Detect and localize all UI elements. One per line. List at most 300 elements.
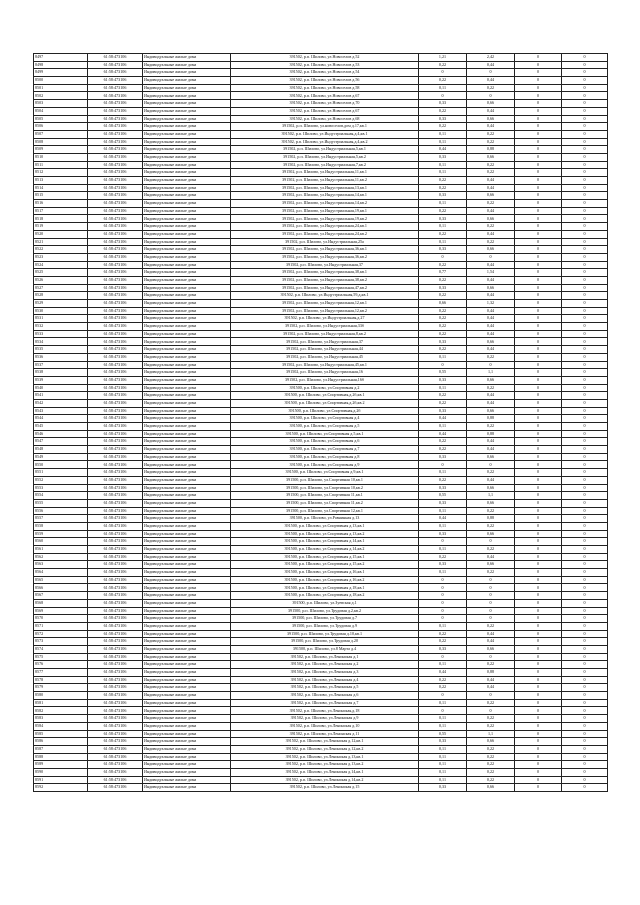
table-row <box>34 715 608 723</box>
table-row <box>34 676 608 684</box>
value-2-cell: 0 <box>467 707 515 715</box>
value-4-cell: 0 <box>562 246 608 254</box>
value-1-cell: 0,22 <box>419 61 467 69</box>
value-4-cell: 0 <box>562 669 608 677</box>
value-1-cell: 0,11 <box>419 776 467 784</box>
row-number-cell: 8585 <box>34 730 88 738</box>
row-number-cell: 8556 <box>34 507 88 515</box>
value-3-cell: 0 <box>515 607 562 615</box>
category-cell: Индивидуальные жилые дома <box>143 538 231 546</box>
value-1-cell: 0,22 <box>419 346 467 354</box>
table-row <box>34 323 608 331</box>
category-cell: Индивидуальные жилые дома <box>143 553 231 561</box>
value-3-cell: 0 <box>515 684 562 692</box>
address-cell: 391500, р.п. Шилово, ул.Спортивная,д.2б <box>231 407 419 415</box>
value-4-cell: 0 <box>562 300 608 308</box>
value-1-cell: 0 <box>419 592 467 600</box>
value-1-cell: 0 <box>419 253 467 261</box>
category-cell: Индивидуальные жилые дома <box>143 84 231 92</box>
value-4-cell: 0 <box>562 192 608 200</box>
table-row <box>34 692 608 700</box>
address-cell: 391500, р.п. Шилово, ул.Спортивная 10,кв.2 <box>231 484 419 492</box>
category-cell: Индивидуальные жилые дома <box>143 645 231 653</box>
cadastral-cell: 61:58:473106 <box>88 507 143 515</box>
row-number-cell: 8572 <box>34 630 88 638</box>
table-row <box>34 84 608 92</box>
value-2-cell: 0,44 <box>467 446 515 454</box>
value-3-cell: 0 <box>515 630 562 638</box>
table-row <box>34 177 608 185</box>
row-number-cell: 8502 <box>34 92 88 100</box>
value-1-cell: 0,11 <box>419 169 467 177</box>
value-3-cell: 0 <box>515 492 562 500</box>
value-1-cell: 0,11 <box>419 138 467 146</box>
value-2-cell: 2,42 <box>467 54 515 62</box>
value-4-cell: 0 <box>562 407 608 415</box>
value-4-cell: 0 <box>562 738 608 746</box>
address-cell: 391502, р.п. Шилово, ул.Ленинская д.13,кв.1 <box>231 753 419 761</box>
table-row <box>34 438 608 446</box>
cadastral-cell: 61:58:473106 <box>88 784 143 792</box>
category-cell: Индивидуальные жилые дома <box>143 592 231 600</box>
row-number-cell: 8565 <box>34 576 88 584</box>
value-3-cell: 0 <box>515 699 562 707</box>
row-number-cell: 8544 <box>34 415 88 423</box>
category-cell: Индивидуальные жилые дома <box>143 499 231 507</box>
table-row <box>34 246 608 254</box>
value-1-cell: 0,33 <box>419 499 467 507</box>
table-row <box>34 376 608 384</box>
cadastral-cell: 61:58:473106 <box>88 230 143 238</box>
table-row <box>34 146 608 154</box>
value-1-cell: 0,44 <box>419 430 467 438</box>
value-2-cell: 0,22 <box>467 661 515 669</box>
value-2-cell: 0,88 <box>467 415 515 423</box>
category-cell: Индивидуальные жилые дома <box>143 653 231 661</box>
address-cell: 391500, р.п. Шилово, ул.Спортивная 10,кв.1 <box>231 476 419 484</box>
value-2-cell: 0,44 <box>467 399 515 407</box>
cadastral-cell: 61:58:473106 <box>88 92 143 100</box>
cadastral-cell: 61:58:473106 <box>88 592 143 600</box>
category-cell: Индивидуальные жилые дома <box>143 730 231 738</box>
address-cell: 391502, р.п. Шилово, ул.Индустриальная,24,кв.2 <box>231 230 419 238</box>
value-1-cell: 0,22 <box>419 292 467 300</box>
category-cell: Индивидуальные жилые дома <box>143 423 231 431</box>
row-number-cell: 8525 <box>34 269 88 277</box>
row-number-cell: 8504 <box>34 107 88 115</box>
value-1-cell: 0 <box>419 92 467 100</box>
value-4-cell: 0 <box>562 661 608 669</box>
table-row <box>34 522 608 530</box>
cadastral-cell: 61:58:473106 <box>88 707 143 715</box>
address-cell: 391502, р.п. Шилово, ул.Индустриальная,37 <box>231 261 419 269</box>
cadastral-cell: 61:58:473106 <box>88 246 143 254</box>
value-1-cell: 0 <box>419 576 467 584</box>
value-2-cell: 0,22 <box>467 699 515 707</box>
category-cell: Индивидуальные жилые дома <box>143 230 231 238</box>
address-cell: 391500, р.п. Шилово, ул.Спортивная д.16,кв.1 <box>231 569 419 577</box>
cadastral-cell: 61:58:473106 <box>88 238 143 246</box>
value-1-cell: 0,11 <box>419 753 467 761</box>
address-cell: 391500, р.п. Шилово, ул.Спортивная д.2 <box>231 384 419 392</box>
value-3-cell: 0 <box>515 323 562 331</box>
row-number-cell: 8575 <box>34 653 88 661</box>
address-cell: 391502, р.п. Шилово, ул.Новоселов д.53 <box>231 61 419 69</box>
value-3-cell: 0 <box>515 307 562 315</box>
value-1-cell: 0,55 <box>419 492 467 500</box>
address-cell: 391500, р.п. Шилово, ул.Спортивная д.6 <box>231 438 419 446</box>
value-3-cell: 0 <box>515 592 562 600</box>
value-3-cell: 0 <box>515 253 562 261</box>
cadastral-cell: 61:58:473106 <box>88 768 143 776</box>
category-cell: Индивидуальные жилые дома <box>143 338 231 346</box>
value-4-cell: 0 <box>562 392 608 400</box>
value-4-cell: 0 <box>562 284 608 292</box>
row-number-cell: 8589 <box>34 761 88 769</box>
category-cell: Индивидуальные жилые дома <box>143 569 231 577</box>
value-2-cell: 0,22 <box>467 384 515 392</box>
row-number-cell: 8530 <box>34 307 88 315</box>
category-cell: Индивидуальные жилые дома <box>143 115 231 123</box>
cadastral-cell: 61:58:473106 <box>88 715 143 723</box>
cadastral-cell: 61:58:473106 <box>88 745 143 753</box>
value-3-cell: 0 <box>515 715 562 723</box>
table-row <box>34 553 608 561</box>
value-1-cell: 0 <box>419 461 467 469</box>
value-3-cell: 0 <box>515 722 562 730</box>
row-number-cell: 8538 <box>34 369 88 377</box>
value-2-cell: 0,22 <box>467 507 515 515</box>
row-number-cell: 8512 <box>34 169 88 177</box>
value-1-cell: 0,11 <box>419 223 467 231</box>
address-cell: 391502, р.п. Шилово, ул.Ленинская д.15 <box>231 784 419 792</box>
row-number-cell: 8543 <box>34 407 88 415</box>
row-number-cell: 8555 <box>34 499 88 507</box>
address-cell: 391500, р.п. Шилово, ул.Спортивная д.18,кв.1 <box>231 584 419 592</box>
table-row <box>34 123 608 131</box>
row-number-cell: 8516 <box>34 200 88 208</box>
value-3-cell: 0 <box>515 615 562 623</box>
value-2-cell: 0,44 <box>467 207 515 215</box>
value-2-cell: 0 <box>467 361 515 369</box>
value-2-cell: 0,22 <box>467 715 515 723</box>
table-row <box>34 684 608 692</box>
value-1-cell: 0,22 <box>419 177 467 185</box>
table-row <box>34 138 608 146</box>
table-row <box>34 300 608 308</box>
value-1-cell: 0,11 <box>419 423 467 431</box>
row-number-cell: 8526 <box>34 276 88 284</box>
value-3-cell: 0 <box>515 338 562 346</box>
value-4-cell: 0 <box>562 438 608 446</box>
value-4-cell: 0 <box>562 384 608 392</box>
value-4-cell: 0 <box>562 207 608 215</box>
cadastral-cell: 61:58:473106 <box>88 200 143 208</box>
value-4-cell: 0 <box>562 476 608 484</box>
value-2-cell: 0,66 <box>467 784 515 792</box>
value-1-cell: 0,33 <box>419 215 467 223</box>
value-2-cell: 0,44 <box>467 638 515 646</box>
category-cell: Индивидуальные жилые дома <box>143 261 231 269</box>
row-number-cell: 8561 <box>34 546 88 554</box>
value-4-cell: 0 <box>562 645 608 653</box>
cadastral-cell: 61:58:473106 <box>88 415 143 423</box>
row-number-cell: 8586 <box>34 738 88 746</box>
table-row <box>34 699 608 707</box>
address-cell: 391500, р.п. Шилово, ул.Спортивная д.8 <box>231 453 419 461</box>
row-number-cell: 8588 <box>34 753 88 761</box>
value-4-cell: 0 <box>562 353 608 361</box>
value-3-cell: 0 <box>515 522 562 530</box>
cadastral-cell: 61:58:473106 <box>88 369 143 377</box>
cadastral-cell: 61:58:473106 <box>88 499 143 507</box>
value-1-cell: 0,33 <box>419 645 467 653</box>
value-1-cell: 0,55 <box>419 730 467 738</box>
value-1-cell: 0,22 <box>419 276 467 284</box>
table-row <box>34 192 608 200</box>
row-number-cell: 8579 <box>34 684 88 692</box>
value-4-cell: 0 <box>562 630 608 638</box>
cadastral-cell: 61:58:473106 <box>88 599 143 607</box>
category-cell: Индивидуальные жилые дома <box>143 223 231 231</box>
value-1-cell: 0,22 <box>419 123 467 131</box>
value-2-cell: 0,88 <box>467 669 515 677</box>
value-3-cell: 0 <box>515 246 562 254</box>
value-3-cell: 0 <box>515 469 562 477</box>
value-4-cell: 0 <box>562 269 608 277</box>
address-cell: 391500, р.п. Шилово, ул.Трудовая д.9 <box>231 622 419 630</box>
table-row <box>34 469 608 477</box>
value-1-cell: 0,33 <box>419 246 467 254</box>
cadastral-cell: 61:58:473106 <box>88 692 143 700</box>
category-cell: Индивидуальные жилые дома <box>143 238 231 246</box>
table-row <box>34 130 608 138</box>
address-cell: 391502, р.п. Шилово, ул.Индустриальная,36,кв.2 <box>231 253 419 261</box>
value-4-cell: 0 <box>562 223 608 231</box>
address-cell: 391502, р.п. Шилово, ул.Индустриальная,14,кв.2 <box>231 200 419 208</box>
category-cell: Индивидуальные жилые дома <box>143 615 231 623</box>
row-number-cell: 8528 <box>34 292 88 300</box>
value-2-cell: 0 <box>467 92 515 100</box>
value-1-cell: 0,44 <box>419 146 467 154</box>
category-cell: Индивидуальные жилые дома <box>143 561 231 569</box>
table-row <box>34 499 608 507</box>
category-cell: Индивидуальные жилые дома <box>143 492 231 500</box>
cadastral-cell: 61:58:473106 <box>88 584 143 592</box>
value-2-cell: 0,22 <box>467 200 515 208</box>
value-4-cell: 0 <box>562 761 608 769</box>
value-2-cell: 0,44 <box>467 61 515 69</box>
value-4-cell: 0 <box>562 200 608 208</box>
value-2-cell: 1,1 <box>467 492 515 500</box>
row-number-cell: 8582 <box>34 707 88 715</box>
row-number-cell: 8524 <box>34 261 88 269</box>
value-4-cell: 0 <box>562 507 608 515</box>
value-1-cell: 1,21 <box>419 54 467 62</box>
value-4-cell: 0 <box>562 515 608 523</box>
value-1-cell: 0,11 <box>419 768 467 776</box>
value-1-cell: 0,33 <box>419 784 467 792</box>
value-2-cell: 0,66 <box>467 192 515 200</box>
value-4-cell: 0 <box>562 615 608 623</box>
value-1-cell: 0,22 <box>419 630 467 638</box>
row-number-cell: 8592 <box>34 784 88 792</box>
value-3-cell: 0 <box>515 438 562 446</box>
row-number-cell: 8523 <box>34 253 88 261</box>
cadastral-cell: 61:58:473106 <box>88 645 143 653</box>
value-1-cell: 0,22 <box>419 207 467 215</box>
cadastral-cell: 61:58:473106 <box>88 323 143 331</box>
address-cell: 391502, р.п. Шилово, ул.Ленинская д.5 <box>231 684 419 692</box>
address-cell: 391502, р.п. Шилово, ул.Индустриальная,36,кв.1 <box>231 246 419 254</box>
category-cell: Индивидуальные жилые дома <box>143 630 231 638</box>
value-3-cell: 0 <box>515 61 562 69</box>
address-cell: 391502, р.п. Шилово, ул.Индустриальная,38,кв.2 <box>231 276 419 284</box>
address-cell: 391502, р.п. Шилово, ул.Ленинская д.3 <box>231 669 419 677</box>
row-number-cell: 8563 <box>34 561 88 569</box>
row-number-cell: 8566 <box>34 584 88 592</box>
address-cell: 391502, р.п. Шилово, ул.Новоселов д.56 <box>231 77 419 85</box>
value-4-cell: 0 <box>562 123 608 131</box>
table-row <box>34 369 608 377</box>
value-3-cell: 0 <box>515 499 562 507</box>
value-4-cell: 0 <box>562 446 608 454</box>
row-number-cell: 8537 <box>34 361 88 369</box>
row-number-cell: 8550 <box>34 461 88 469</box>
value-1-cell: 0,22 <box>419 638 467 646</box>
category-cell: Индивидуальные жилые дома <box>143 507 231 515</box>
address-cell: 391502, р.п. Шилово, ул.Новоселов д.67 <box>231 107 419 115</box>
category-cell: Индивидуальные жилые дома <box>143 276 231 284</box>
cadastral-cell: 61:58:473106 <box>88 169 143 177</box>
value-1-cell: 0,33 <box>419 738 467 746</box>
value-4-cell: 0 <box>562 330 608 338</box>
value-3-cell: 0 <box>515 353 562 361</box>
value-3-cell: 0 <box>515 761 562 769</box>
category-cell: Индивидуальные жилые дома <box>143 699 231 707</box>
cadastral-cell: 61:58:473106 <box>88 630 143 638</box>
cadastral-cell: 61:58:473106 <box>88 399 143 407</box>
value-4-cell: 0 <box>562 599 608 607</box>
address-cell: 391500, р.п. Шилово, ул.Трудовая д.20 <box>231 638 419 646</box>
row-number-cell: 8519 <box>34 223 88 231</box>
value-2-cell: 0,44 <box>467 77 515 85</box>
row-number-cell: 8583 <box>34 715 88 723</box>
address-cell: 391502, р.п. Шилово, ул.Индустриальная,5,кв.2 <box>231 153 419 161</box>
value-3-cell: 0 <box>515 484 562 492</box>
table-row <box>34 200 608 208</box>
value-1-cell: 0,11 <box>419 569 467 577</box>
row-number-cell: 8520 <box>34 230 88 238</box>
value-1-cell: 0,22 <box>419 107 467 115</box>
value-4-cell: 0 <box>562 399 608 407</box>
category-cell: Индивидуальные жилые дома <box>143 684 231 692</box>
cadastral-cell: 61:58:473106 <box>88 353 143 361</box>
row-number-cell: 8577 <box>34 669 88 677</box>
category-cell: Индивидуальные жилые дома <box>143 407 231 415</box>
row-number-cell: 8541 <box>34 392 88 400</box>
table-row <box>34 184 608 192</box>
category-cell: Индивидуальные жилые дома <box>143 399 231 407</box>
value-3-cell: 0 <box>515 138 562 146</box>
table-row <box>34 546 608 554</box>
cadastral-cell: 61:58:473106 <box>88 776 143 784</box>
value-4-cell: 0 <box>562 784 608 792</box>
value-2-cell: 0,44 <box>467 177 515 185</box>
value-4-cell: 0 <box>562 338 608 346</box>
value-1-cell: 0,66 <box>419 300 467 308</box>
address-cell: 391502, р.п. Шилово, ул.Новоселов д.70 <box>231 100 419 108</box>
category-cell: Индивидуальные жилые дома <box>143 100 231 108</box>
cadastral-cell: 61:58:473106 <box>88 115 143 123</box>
category-cell: Индивидуальные жилые дома <box>143 484 231 492</box>
category-cell: Индивидуальные жилые дома <box>143 376 231 384</box>
table-row <box>34 768 608 776</box>
value-3-cell: 0 <box>515 292 562 300</box>
category-cell: Индивидуальные жилые дома <box>143 215 231 223</box>
value-4-cell: 0 <box>562 584 608 592</box>
address-cell: 391500, р.п. Шилово, ул.Спортивная д.9 <box>231 461 419 469</box>
row-number-cell: 8498 <box>34 61 88 69</box>
value-3-cell: 0 <box>515 538 562 546</box>
address-cell: 391502, р.п. Шилово, ул.Индустриальная,8,кв.2 <box>231 330 419 338</box>
address-cell: 391502, р.п. Шилово, ул.Индустриальная,11,кв.1 <box>231 169 419 177</box>
category-cell: Индивидуальные жилые дома <box>143 599 231 607</box>
value-2-cell: 0 <box>467 599 515 607</box>
row-number-cell: 8499 <box>34 69 88 77</box>
table-row <box>34 669 608 677</box>
value-2-cell: 0,22 <box>467 622 515 630</box>
value-1-cell: 0,44 <box>419 415 467 423</box>
value-4-cell: 0 <box>562 576 608 584</box>
value-2-cell: 0,44 <box>467 676 515 684</box>
value-3-cell: 0 <box>515 130 562 138</box>
address-cell: 391500, р.п. Шилово, ул.Спортивная д.7 <box>231 446 419 454</box>
address-cell: 391502, р.п. Шилово, ул.Ленинская д.12,кв.1 <box>231 738 419 746</box>
row-number-cell: 8574 <box>34 645 88 653</box>
cadastral-cell: 61:58:473106 <box>88 561 143 569</box>
value-4-cell: 0 <box>562 546 608 554</box>
table-row <box>34 346 608 354</box>
value-1-cell: 0,22 <box>419 230 467 238</box>
value-1-cell: 0,22 <box>419 77 467 85</box>
value-2-cell: 0,66 <box>467 100 515 108</box>
category-cell: Индивидуальные жилые дома <box>143 184 231 192</box>
value-2-cell: 0,66 <box>467 738 515 746</box>
value-2-cell: 0,44 <box>467 292 515 300</box>
address-cell: 391502, р.п. Шилово, ул.Ленинская д.10 <box>231 722 419 730</box>
value-3-cell: 0 <box>515 54 562 62</box>
value-3-cell: 0 <box>515 738 562 746</box>
category-cell: Индивидуальные жилые дома <box>143 469 231 477</box>
cadastral-cell: 61:58:473106 <box>88 269 143 277</box>
cadastral-cell: 61:58:473106 <box>88 738 143 746</box>
value-2-cell: 0,44 <box>467 630 515 638</box>
table-row <box>34 607 608 615</box>
value-3-cell: 0 <box>515 207 562 215</box>
table-row <box>34 599 608 607</box>
value-2-cell: 0 <box>467 692 515 700</box>
value-1-cell: 0,33 <box>419 484 467 492</box>
value-3-cell: 0 <box>515 768 562 776</box>
value-3-cell: 0 <box>515 415 562 423</box>
value-3-cell: 0 <box>515 315 562 323</box>
value-2-cell: 1,54 <box>467 269 515 277</box>
value-1-cell: 0,11 <box>419 84 467 92</box>
value-4-cell: 0 <box>562 715 608 723</box>
row-number-cell: 8549 <box>34 453 88 461</box>
address-cell: 391500, р.п. Шилово, ул.Спортивная д.4 <box>231 415 419 423</box>
